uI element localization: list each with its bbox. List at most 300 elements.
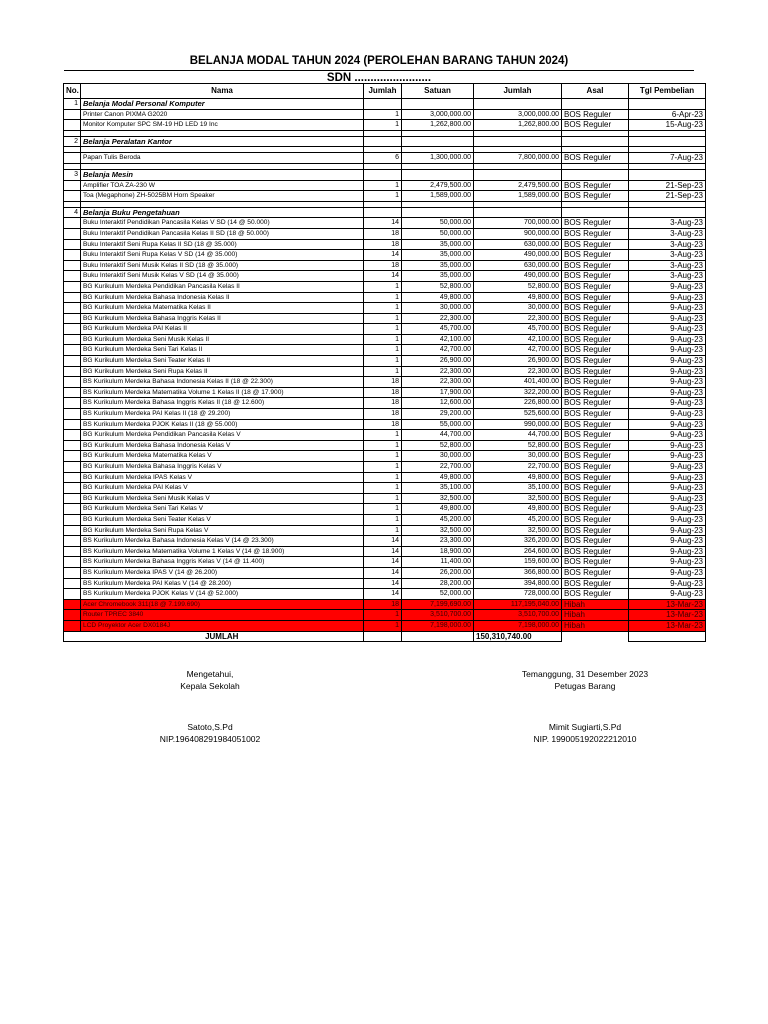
- left-sign-line2: Kepala Sekolah: [180, 681, 240, 691]
- item-source: BOS Reguler: [562, 409, 629, 420]
- item-unit-price: 18,900.00: [402, 546, 474, 557]
- item-source: BOS Reguler: [562, 356, 629, 367]
- item-qty: 1: [364, 493, 402, 504]
- item-name: BG Kurikulum Merdeka Seni Musik Kelas II: [81, 334, 364, 345]
- item-total: 3,000,000.00: [474, 109, 562, 120]
- item-no: [64, 599, 81, 610]
- item-name: BG Kurikulum Merdeka Seni Tari Kelas V: [81, 504, 364, 515]
- item-unit-price: 45,200.00: [402, 514, 474, 525]
- right-signature-name-block: [510, 721, 660, 745]
- item-no: [64, 620, 81, 631]
- item-unit-price: 7,198,000.00: [402, 620, 474, 631]
- item-no: [64, 271, 81, 282]
- item-total: 490,000.00: [474, 250, 562, 261]
- item-unit-price: 3,510,700.00: [402, 610, 474, 621]
- left-sign-name: Satoto,S.Pd: [187, 722, 233, 732]
- item-date: 9-Aug-23: [629, 419, 706, 430]
- item-no: [64, 610, 81, 621]
- table-row: [64, 536, 706, 547]
- item-name: BG Kurikulum Merdeka Bahasa Indonesia Kelas V: [81, 440, 364, 451]
- item-qty: 18: [364, 419, 402, 430]
- item-unit-price: 35,000.00: [402, 250, 474, 261]
- header-tgl-pembelian: Tgl Pembelian: [629, 84, 706, 99]
- document-title: BELANJA MODAL TAHUN 2024 (PEROLEHAN BARANG TAHUN 2024): [189, 55, 569, 67]
- item-total: 7,800,000.00: [474, 153, 562, 164]
- table-header-row: [64, 84, 706, 99]
- item-source: BOS Reguler: [562, 313, 629, 324]
- item-date: 3-Aug-23: [629, 260, 706, 271]
- item-name: BG Kurikulum Merdeka Bahasa Indonesia Kelas II: [81, 292, 364, 303]
- item-qty: 1: [364, 525, 402, 536]
- item-source: BOS Reguler: [562, 462, 629, 473]
- table-row: [64, 120, 706, 131]
- item-total: 630,000.00: [474, 239, 562, 250]
- item-qty: 1: [364, 292, 402, 303]
- item-qty: 1: [364, 120, 402, 131]
- item-name: BG Kurikulum Merdeka Seni Tari Kelas II: [81, 345, 364, 356]
- item-name: BG Kurikulum Merdeka Seni Teater Kelas V: [81, 514, 364, 525]
- header-jumlah-total: Jumlah: [474, 84, 562, 99]
- item-date: 9-Aug-23: [629, 345, 706, 356]
- item-no: [64, 451, 81, 462]
- item-name: LCD Proyektor Acer DX0184J: [81, 620, 364, 631]
- table-row: [64, 514, 706, 525]
- item-qty: 18: [364, 599, 402, 610]
- item-total: 45,200.00: [474, 514, 562, 525]
- document-subtitle: SDN ........................: [64, 70, 694, 84]
- item-no: [64, 589, 81, 600]
- item-source: BOS Reguler: [562, 292, 629, 303]
- item-source: BOS Reguler: [562, 419, 629, 430]
- item-source: BOS Reguler: [562, 260, 629, 271]
- empty-cell: [629, 207, 706, 218]
- item-unit-price: 49,800.00: [402, 504, 474, 515]
- table-row: [64, 546, 706, 557]
- item-qty: 14: [364, 557, 402, 568]
- item-date: 13-Mar-23: [629, 610, 706, 621]
- item-qty: 14: [364, 589, 402, 600]
- item-unit-price: 30,000.00: [402, 451, 474, 462]
- item-date: 9-Aug-23: [629, 387, 706, 398]
- item-source: BOS Reguler: [562, 250, 629, 261]
- item-unit-price: 35,000.00: [402, 271, 474, 282]
- item-qty: 14: [364, 218, 402, 229]
- table-row: [64, 366, 706, 377]
- item-date: 3-Aug-23: [629, 271, 706, 282]
- category-row: [64, 169, 706, 180]
- table-row: [64, 440, 706, 451]
- item-source: BOS Reguler: [562, 218, 629, 229]
- item-qty: 1: [364, 504, 402, 515]
- item-source: BOS Reguler: [562, 472, 629, 483]
- table-row: [64, 419, 706, 430]
- item-no: [64, 153, 81, 164]
- item-source: BOS Reguler: [562, 387, 629, 398]
- item-source: BOS Reguler: [562, 377, 629, 388]
- item-no: [64, 303, 81, 314]
- item-total: 42,100.00: [474, 334, 562, 345]
- item-qty: 14: [364, 250, 402, 261]
- item-total: 900,000.00: [474, 228, 562, 239]
- item-unit-price: 42,100.00: [402, 334, 474, 345]
- header-asal: Asal: [562, 84, 629, 99]
- item-date: 13-Mar-23: [629, 620, 706, 631]
- item-date: 9-Aug-23: [629, 557, 706, 568]
- item-qty: 1: [364, 334, 402, 345]
- item-total: 525,600.00: [474, 409, 562, 420]
- item-unit-price: 55,000.00: [402, 419, 474, 430]
- item-name: Buku Interaktif Seni Rupa Kelas II SD (18 @ 35.000): [81, 239, 364, 250]
- empty-cell: [402, 207, 474, 218]
- highlighted-item-row: [64, 620, 706, 631]
- item-name: BG Kurikulum Merdeka Seni Musik Kelas V: [81, 493, 364, 504]
- item-no: [64, 345, 81, 356]
- table-row: [64, 409, 706, 420]
- item-unit-price: 29,200.00: [402, 409, 474, 420]
- left-sign-line1: Mengetahui,: [186, 669, 234, 679]
- item-date: 9-Aug-23: [629, 303, 706, 314]
- item-unit-price: 2,479,500.00: [402, 180, 474, 191]
- item-total: 2,479,500.00: [474, 180, 562, 191]
- item-qty: 1: [364, 313, 402, 324]
- item-source: BOS Reguler: [562, 451, 629, 462]
- item-name: Printer Canon PIXMA G2020: [81, 109, 364, 120]
- table-row: [64, 451, 706, 462]
- item-source: BOS Reguler: [562, 281, 629, 292]
- item-qty: 14: [364, 536, 402, 547]
- item-qty: 14: [364, 546, 402, 557]
- table-row: [64, 153, 706, 164]
- item-no: [64, 281, 81, 292]
- item-total: 49,800.00: [474, 504, 562, 515]
- table-row: [64, 472, 706, 483]
- item-unit-price: 17,900.00: [402, 387, 474, 398]
- item-date: 9-Aug-23: [629, 281, 706, 292]
- empty-cell: [474, 99, 562, 110]
- empty-cell: [474, 169, 562, 180]
- table-row: [64, 260, 706, 271]
- table-row: [64, 191, 706, 202]
- item-qty: 1: [364, 366, 402, 377]
- empty-cell: [402, 99, 474, 110]
- item-total: 264,600.00: [474, 546, 562, 557]
- item-unit-price: 23,300.00: [402, 536, 474, 547]
- table-row: [64, 228, 706, 239]
- item-unit-price: 32,500.00: [402, 525, 474, 536]
- empty-cell: [402, 169, 474, 180]
- item-unit-price: 7,199,690.00: [402, 599, 474, 610]
- item-qty: 14: [364, 271, 402, 282]
- item-date: 9-Aug-23: [629, 334, 706, 345]
- item-name: BS Kurikulum Merdeka PJOK Kelas V (14 @ 52.000): [81, 589, 364, 600]
- item-date: 9-Aug-23: [629, 472, 706, 483]
- item-no: [64, 472, 81, 483]
- item-qty: 1: [364, 356, 402, 367]
- item-source: BOS Reguler: [562, 345, 629, 356]
- item-name: Amplifier TOA ZA-230 W: [81, 180, 364, 191]
- item-source: BOS Reguler: [562, 546, 629, 557]
- empty-cell: [474, 207, 562, 218]
- table-row: [64, 567, 706, 578]
- item-no: [64, 334, 81, 345]
- item-name: BS Kurikulum Merdeka Bahasa Inggris Kelas II (18 @ 12.600): [81, 398, 364, 409]
- table-row: [64, 292, 706, 303]
- category-name: Belanja Mesin: [81, 169, 364, 180]
- item-no: [64, 546, 81, 557]
- item-no: [64, 377, 81, 388]
- right-sign-line2: Petugas Barang: [554, 681, 616, 691]
- table-row: [64, 398, 706, 409]
- item-source: BOS Reguler: [562, 120, 629, 131]
- item-qty: 1: [364, 483, 402, 494]
- item-date: 3-Aug-23: [629, 239, 706, 250]
- table-row: [64, 589, 706, 600]
- item-unit-price: 1,589,000.00: [402, 191, 474, 202]
- item-total: 49,800.00: [474, 292, 562, 303]
- item-total: 990,000.00: [474, 419, 562, 430]
- table-row: [64, 462, 706, 473]
- table-row: [64, 334, 706, 345]
- item-source: BOS Reguler: [562, 228, 629, 239]
- item-source: BOS Reguler: [562, 398, 629, 409]
- item-no: [64, 191, 81, 202]
- item-qty: 18: [364, 387, 402, 398]
- item-source: BOS Reguler: [562, 430, 629, 441]
- item-date: 9-Aug-23: [629, 578, 706, 589]
- table-row: [64, 345, 706, 356]
- header-no: No.: [64, 84, 81, 99]
- item-no: [64, 366, 81, 377]
- item-qty: 1: [364, 472, 402, 483]
- item-total: 44,700.00: [474, 430, 562, 441]
- item-unit-price: 52,800.00: [402, 281, 474, 292]
- item-total: 30,000.00: [474, 451, 562, 462]
- item-total: 630,000.00: [474, 260, 562, 271]
- item-unit-price: 50,000.00: [402, 218, 474, 229]
- empty-cell: [629, 136, 706, 147]
- item-unit-price: 35,000.00: [402, 260, 474, 271]
- item-qty: 18: [364, 377, 402, 388]
- empty-cell: [364, 136, 402, 147]
- item-total: 22,700.00: [474, 462, 562, 473]
- item-name: Buku Interaktif Seni Rupa Kelas V SD (14 @ 35.000): [81, 250, 364, 261]
- header-satuan: Satuan: [402, 84, 474, 99]
- item-name: Monitor Komputer SPC SM-19 HD LED 19 Inc: [81, 120, 364, 131]
- item-total: 366,800.00: [474, 567, 562, 578]
- item-qty: 18: [364, 260, 402, 271]
- category-row: [64, 99, 706, 110]
- item-total: 45,700.00: [474, 324, 562, 335]
- item-source: BOS Reguler: [562, 504, 629, 515]
- item-name: BG Kurikulum Merdeka Matematika Kelas V: [81, 451, 364, 462]
- item-source: BOS Reguler: [562, 536, 629, 547]
- item-name: Buku Interaktif Pendidikan Pancasila Kelas V SD (14 @ 50.000): [81, 218, 364, 229]
- item-date: 21-Sep-23: [629, 191, 706, 202]
- item-no: [64, 239, 81, 250]
- highlighted-item-row: [64, 599, 706, 610]
- table-row: [64, 218, 706, 229]
- item-date: 9-Aug-23: [629, 430, 706, 441]
- item-no: [64, 536, 81, 547]
- empty-cell: [629, 99, 706, 110]
- item-name: BS Kurikulum Merdeka IPAS V (14 @ 26.200): [81, 567, 364, 578]
- table-row: [64, 557, 706, 568]
- item-qty: 1: [364, 281, 402, 292]
- item-date: 9-Aug-23: [629, 313, 706, 324]
- item-unit-price: 11,400.00: [402, 557, 474, 568]
- item-source: BOS Reguler: [562, 239, 629, 250]
- item-name: BG Kurikulum Merdeka Seni Teater Kelas II: [81, 356, 364, 367]
- empty-cell: [562, 169, 629, 180]
- item-unit-price: 49,800.00: [402, 292, 474, 303]
- item-unit-price: 42,700.00: [402, 345, 474, 356]
- item-date: 9-Aug-23: [629, 366, 706, 377]
- right-sign-name: Mimit Sugiarti,S.Pd: [548, 722, 622, 732]
- item-source: BOS Reguler: [562, 557, 629, 568]
- empty-cell: [629, 169, 706, 180]
- item-total: 490,000.00: [474, 271, 562, 282]
- item-name: BG Kurikulum Merdeka Pendidikan Pancasila Kelas II: [81, 281, 364, 292]
- item-unit-price: 49,800.00: [402, 472, 474, 483]
- item-qty: 1: [364, 430, 402, 441]
- item-date: 9-Aug-23: [629, 546, 706, 557]
- item-no: [64, 109, 81, 120]
- item-unit-price: 52,800.00: [402, 440, 474, 451]
- item-source: BOS Reguler: [562, 525, 629, 536]
- item-date: 7-Aug-23: [629, 153, 706, 164]
- left-signature-block: [150, 668, 270, 692]
- item-name: BS Kurikulum Merdeka PAI Kelas V (14 @ 28.200): [81, 578, 364, 589]
- item-name: Buku Interaktif Seni Musik Kelas II SD (18 @ 35.000): [81, 260, 364, 271]
- item-source: BOS Reguler: [562, 324, 629, 335]
- item-qty: 18: [364, 409, 402, 420]
- item-unit-price: 1,262,800.00: [402, 120, 474, 131]
- item-no: [64, 483, 81, 494]
- item-source: BOS Reguler: [562, 514, 629, 525]
- header-nama: Nama: [81, 84, 364, 99]
- item-total: 1,262,800.00: [474, 120, 562, 131]
- item-total: 7,198,000.00: [474, 620, 562, 631]
- item-source: Hibah: [562, 610, 629, 621]
- item-no: [64, 260, 81, 271]
- table-row: [64, 271, 706, 282]
- item-no: [64, 440, 81, 451]
- total-row: [64, 631, 706, 642]
- item-source: BOS Reguler: [562, 366, 629, 377]
- item-qty: 1: [364, 180, 402, 191]
- item-no: [64, 557, 81, 568]
- item-date: 3-Aug-23: [629, 228, 706, 239]
- item-unit-price: 45,700.00: [402, 324, 474, 335]
- item-unit-price: 50,000.00: [402, 228, 474, 239]
- item-source: BOS Reguler: [562, 493, 629, 504]
- item-source: BOS Reguler: [562, 271, 629, 282]
- table-row: [64, 483, 706, 494]
- item-no: [64, 180, 81, 191]
- category-number: 3: [64, 169, 81, 180]
- table-row: [64, 250, 706, 261]
- item-qty: 14: [364, 578, 402, 589]
- item-qty: 1: [364, 514, 402, 525]
- item-name: Buku Interaktif Seni Musik Kelas V SD (14 @ 35.000): [81, 271, 364, 282]
- table-row: [64, 281, 706, 292]
- category-name: Belanja Modal Personal Komputer: [81, 99, 364, 110]
- item-total: 700,000.00: [474, 218, 562, 229]
- item-unit-price: 30,000.00: [402, 303, 474, 314]
- category-row: [64, 136, 706, 147]
- item-total: 159,600.00: [474, 557, 562, 568]
- right-sign-line1: Temanggung, 31 Desember 2023: [521, 669, 649, 679]
- right-sign-nip: NIP. 199005192022212010: [533, 734, 637, 744]
- item-date: 9-Aug-23: [629, 409, 706, 420]
- item-date: 9-Aug-23: [629, 589, 706, 600]
- item-unit-price: 22,300.00: [402, 313, 474, 324]
- item-name: BS Kurikulum Merdeka Bahasa Indonesia Kelas II (18 @ 22.300): [81, 377, 364, 388]
- item-unit-price: 22,700.00: [402, 462, 474, 473]
- item-source: BOS Reguler: [562, 109, 629, 120]
- item-total: 35,100.00: [474, 483, 562, 494]
- item-total: 117,195,040.00: [474, 599, 562, 610]
- item-total: 26,900.00: [474, 356, 562, 367]
- item-source: BOS Reguler: [562, 567, 629, 578]
- total-label: JUMLAH: [81, 631, 364, 642]
- table-row: [64, 313, 706, 324]
- item-no: [64, 120, 81, 131]
- item-date: 9-Aug-23: [629, 451, 706, 462]
- table-row: [64, 356, 706, 367]
- item-no: [64, 387, 81, 398]
- item-name: Papan Tulis Beroda: [81, 153, 364, 164]
- empty-cell: [562, 207, 629, 218]
- item-no: [64, 409, 81, 420]
- item-qty: 1: [364, 440, 402, 451]
- empty-cell: [402, 136, 474, 147]
- table-row: [64, 324, 706, 335]
- item-date: 9-Aug-23: [629, 398, 706, 409]
- item-name: BG Kurikulum Merdeka Matematika Kelas II: [81, 303, 364, 314]
- item-total: 401,400.00: [474, 377, 562, 388]
- item-total: 1,589,000.00: [474, 191, 562, 202]
- item-source: BOS Reguler: [562, 440, 629, 451]
- table-row: [64, 430, 706, 441]
- item-total: 52,800.00: [474, 281, 562, 292]
- item-total: 394,800.00: [474, 578, 562, 589]
- item-source: Hibah: [562, 620, 629, 631]
- item-total: 30,000.00: [474, 303, 562, 314]
- table-row: [64, 387, 706, 398]
- item-date: 9-Aug-23: [629, 324, 706, 335]
- table-row: [64, 239, 706, 250]
- item-total: 22,300.00: [474, 366, 562, 377]
- item-date: 13-Mar-23: [629, 599, 706, 610]
- item-total: 42,700.00: [474, 345, 562, 356]
- item-qty: 1: [364, 462, 402, 473]
- empty-cell: [474, 136, 562, 147]
- item-name: BG Kurikulum Merdeka PAI Kelas V: [81, 483, 364, 494]
- item-qty: 1: [364, 109, 402, 120]
- category-row: [64, 207, 706, 218]
- item-name: Acer Chromebook 311(18 @ 7.199.690): [81, 599, 364, 610]
- item-unit-price: 12,600.00: [402, 398, 474, 409]
- item-qty: 1: [364, 451, 402, 462]
- item-unit-price: 22,300.00: [402, 377, 474, 388]
- item-date: 9-Aug-23: [629, 292, 706, 303]
- item-unit-price: 32,500.00: [402, 493, 474, 504]
- item-no: [64, 250, 81, 261]
- item-total: 728,000.00: [474, 589, 562, 600]
- item-name: BG Kurikulum Merdeka Bahasa Inggris Kelas V: [81, 462, 364, 473]
- item-total: 32,500.00: [474, 525, 562, 536]
